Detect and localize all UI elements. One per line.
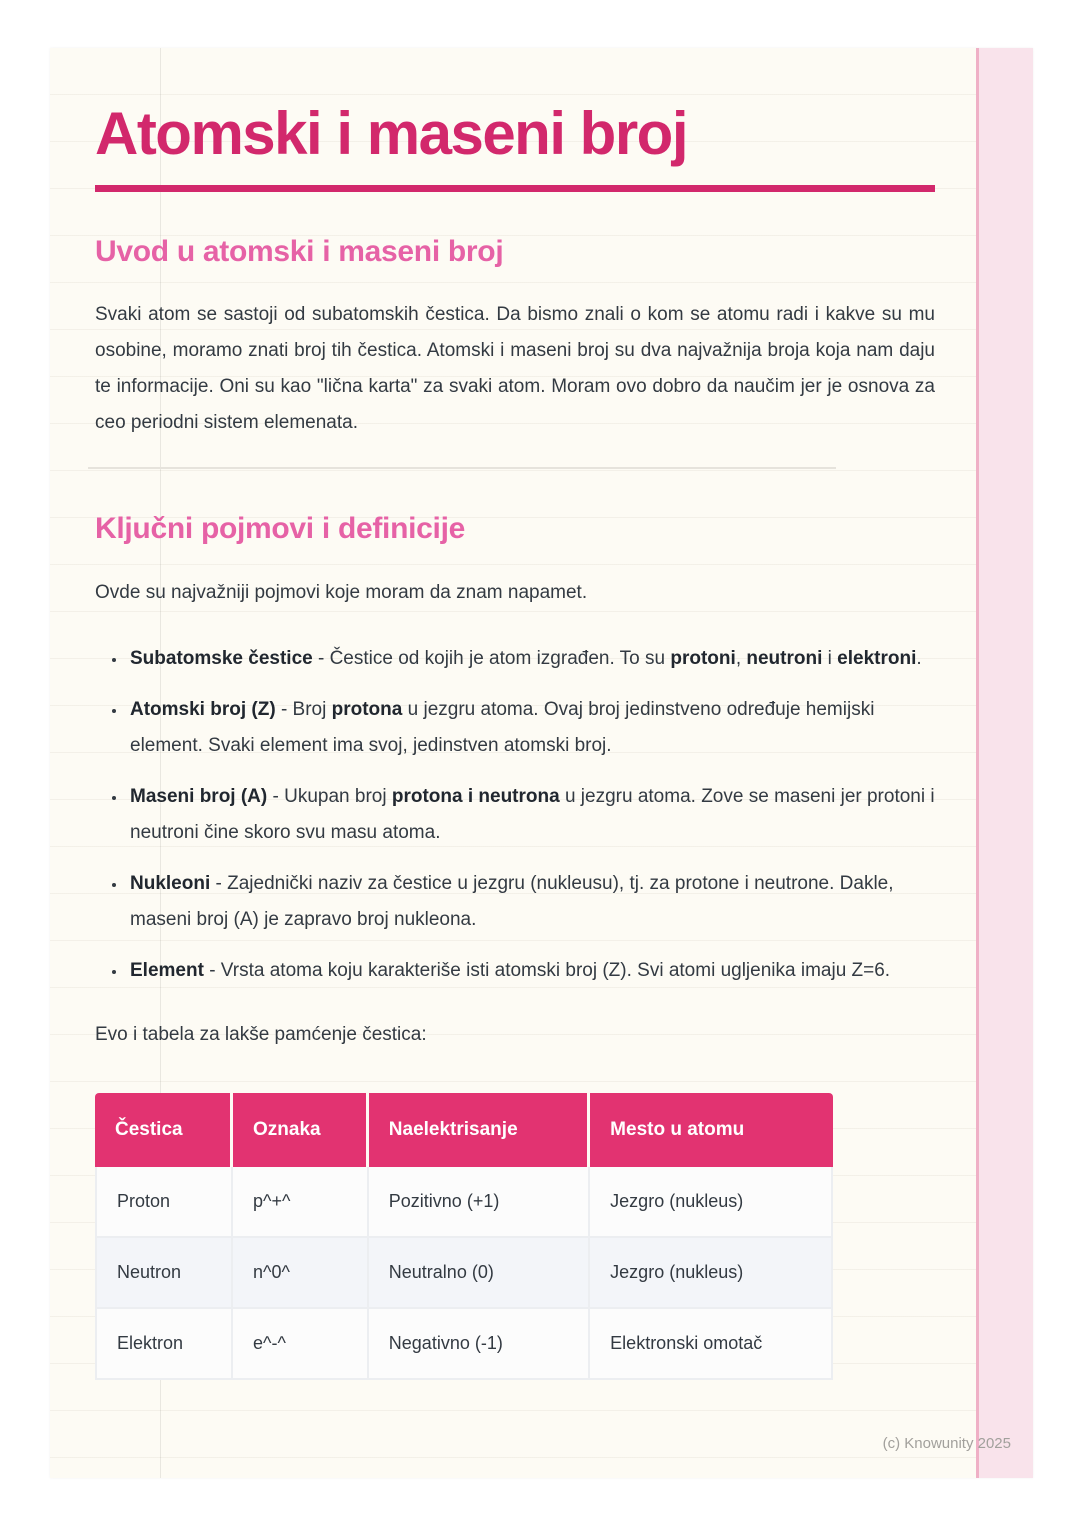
table-cell: Negativno (-1) <box>369 1309 590 1380</box>
table-cell: n^0^ <box>233 1238 369 1309</box>
table-cell: Pozitivno (+1) <box>369 1167 590 1238</box>
table-cell: Neutron <box>95 1238 233 1309</box>
table-cell: Proton <box>95 1167 233 1238</box>
table-header-row <box>95 1093 833 1167</box>
table-header-cell: Naelektrisanje <box>369 1093 590 1167</box>
list-item: • Maseni broj (A) - Ukupan broj protona i neutrona u jezgru atoma. Zove se maseni jer protoni i neutroni čine skoro svu masu atoma. <box>127 779 935 851</box>
table-row <box>95 1167 833 1238</box>
title-underline-rule <box>95 185 935 192</box>
particles-table <box>95 1093 833 1380</box>
section-divider-top <box>88 467 836 469</box>
table-cell: Jezgro (nukleus) <box>590 1238 833 1309</box>
list-item: • Atomski broj (Z) - Broj protona u jezgru atoma. Ovaj broj jedinstveno određuje hemijski element. Svaki element ima svoj, jedinstven atomski broj. <box>127 692 935 764</box>
table-row <box>95 1309 833 1380</box>
notes-page-card <box>50 48 1033 1478</box>
table-cell: p^+^ <box>233 1167 369 1238</box>
key-terms-lead: Ovde su najvažniji pojmovi koje moram da znam napamet. <box>95 581 588 603</box>
table-header-cell: Čestica <box>95 1093 233 1167</box>
table-intro-text: Evo i tabela za lakše pamćenje čestica: <box>95 1023 427 1045</box>
table-header-cell: Oznaka <box>233 1093 369 1167</box>
particles-table-body <box>95 1167 833 1380</box>
particles-table-header <box>95 1093 833 1167</box>
copyright-footer: (c) Knowunity 2025 <box>882 1435 1011 1452</box>
list-item: • Nukleoni - Zajednički naziv za čestice u jezgru (nukleusu), tj. za protone i neutrone. Dakle, maseni broj (A) je zapravo broj nukleona. <box>127 866 935 938</box>
key-terms-list <box>95 641 935 989</box>
table-cell: Elektron <box>95 1309 233 1380</box>
table-cell: e^-^ <box>233 1309 369 1380</box>
list-item: • Element - Vrsta atoma koju karakteriše isti atomski broj (Z). Svi atomi ugljenika imaju Z=6. <box>127 953 935 989</box>
section-heading-intro: Uvod u atomski i maseni broj <box>95 234 504 268</box>
table-cell: Elektronski omotač <box>590 1309 833 1380</box>
table-header-cell: Mesto u atomu <box>590 1093 833 1167</box>
section-heading-key-terms: Ključni pojmovi i definicije <box>95 512 465 546</box>
page-content <box>95 48 935 1380</box>
page-title: Atomski i maseni broj <box>95 100 687 167</box>
table-cell: Neutralno (0) <box>369 1238 590 1309</box>
intro-paragraph: Svaki atom se sastoji od subatomskih čestica. Da bismo znali o kom se atomu radi i kakve su mu osobine, moramo znati broj tih čestica. Atomski i maseni broj su dva najvažnija broja koja nam daju te informacije. Oni su kao "lična karta" za svaki atom. Moram ovo dobro da naučim jer je osnova za ceo periodni sistem elemenata. <box>95 304 935 434</box>
list-item: • Subatomske čestice - Čestice od kojih je atom izgrađen. To su protoni, neutroni i elektroni. <box>127 641 935 677</box>
table-cell: Jezgro (nukleus) <box>590 1167 833 1238</box>
pink-edge-stripe <box>976 48 1033 1478</box>
table-row <box>95 1238 833 1309</box>
